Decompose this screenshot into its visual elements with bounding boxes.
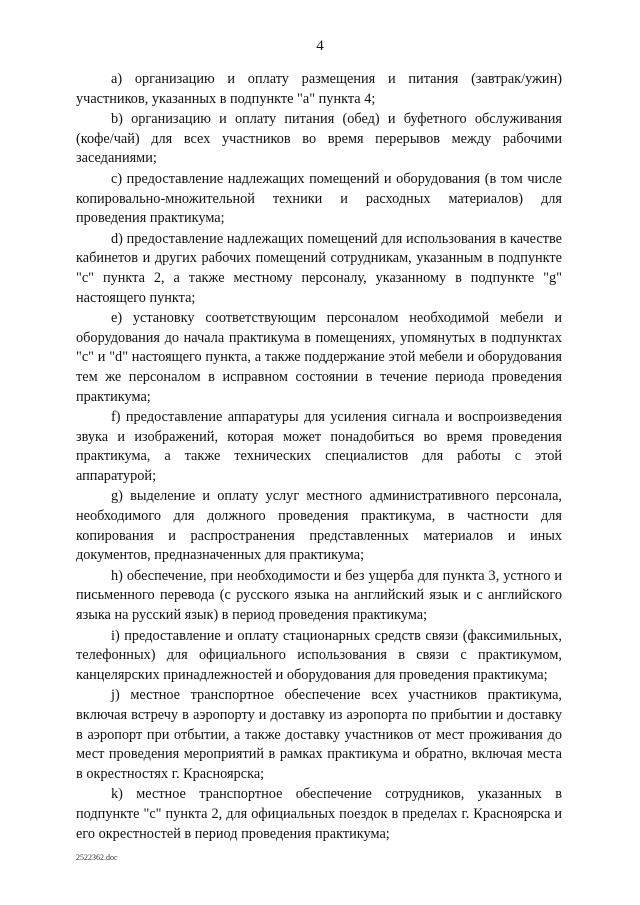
list-item-h: h) обеспечение, при необходимости и без ущерба для пункта 3, устного и письменного перевода (с русского языка на английский язык и с английского языка на русский язык) в период проведения практикума; — [76, 567, 562, 624]
list-item-e: e) установку соответствующим персоналом необходимой мебели и оборудования до начала практикума в помещениях, упомянутых в подпунктах "c" и "d" настоящего пункта, а также поддержание этой мебели и оборудования тем же персоналом в исправном состоянии в течение периода проведения практикума; — [76, 310, 562, 405]
list-item-k: k) местное транспортное обеспечение сотрудников, указанных в подпункте "c" пункта 2, для официальных поездок в пределах г. Красноярска и его окрестностей в период проведения практикума; — [76, 786, 562, 842]
list-item-i: i) предоставление и оплату стационарных средств связи (факсимильных, телефонных) для официального использования в связи с практикумом, канцелярских принадлежностей и оборудования для проведения практикума; — [76, 627, 562, 683]
document-body — [76, 70, 562, 845]
list-item-f: f) предоставление аппаратуры для усиления сигнала и воспроизведения звука и изображений, которая может понадобиться во время проведения практикума, а также технических специалистов для работы с этой аппаратурой; — [76, 409, 562, 484]
list-item-b: b) организацию и оплату питания (обед) и буфетного обслуживания (кофе/чай) для всех участников во время перерывов между рабочими заседаниями; — [76, 111, 562, 167]
list-item-a: a) организацию и оплату размещения и питания (завтрак/ужин) участников, указанных в подпункте "a" пункта 4; — [76, 71, 562, 107]
list-item-j: j) местное транспортное обеспечение всех участников практикума, включая встречу в аэропорту и доставку из аэропорта по прибытии и доставку в аэропорт при отбытии, а также доставку участников от мест проживания до мест проведения мероприятий в рамках практикума и обратно, включая места в окрестностях г. Красноярска; — [76, 687, 562, 782]
document-footer-filename: 2522362.doc — [76, 853, 118, 862]
list-item-g: g) выделение и оплату услуг местного административного персонала, необходимого для должного проведения практикума, в частности для копирования и распространения представленных материалов и иных документов, предназначенных для практикума; — [76, 488, 562, 564]
list-item-d: d) предоставление надлежащих помещений для использования в качестве кабинетов и других рабочих помещений сотрудникам, указанным в подпункте "c" пункта 2, а также местному персоналу, указанному в подпункте "g" настоящего пункта; — [76, 230, 562, 306]
list-item-c: c) предоставление надлежащих помещений и оборудования (в том числе копировально-множительной техники и расходных материалов) для проведения практикума; — [76, 170, 562, 227]
page-number: 4 — [316, 38, 324, 54]
